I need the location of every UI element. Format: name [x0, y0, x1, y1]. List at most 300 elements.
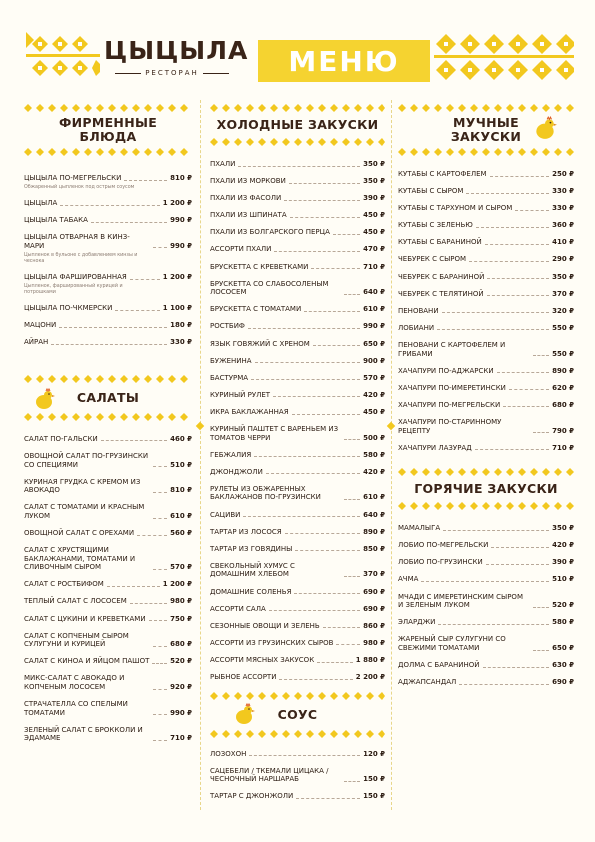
dot-leader: [137, 535, 167, 536]
menu-item: [24, 199, 192, 208]
menu-item-price: 2 200 ₽: [355, 673, 385, 681]
menu-item-price: 710 ₽: [170, 734, 192, 743]
menu-item-price: 890 ₽: [552, 366, 574, 375]
menu-item-name: ТАРТАР С ДЖОНЖОЛИ: [210, 792, 294, 801]
ornament-strip: [210, 730, 385, 738]
menu-item-price: 790 ₽: [552, 426, 574, 435]
menu-item-price: 550 ₽: [552, 349, 574, 358]
menu-item-name: МАМАЛЫГА: [398, 524, 441, 533]
divider-diamond-1: [196, 422, 204, 430]
hot-list: [398, 524, 574, 687]
menu-item: [210, 340, 385, 349]
ornament-strip: [24, 148, 192, 156]
menu-item: [210, 639, 385, 648]
menu-item-price: 420 ₽: [552, 541, 574, 550]
menu-item-name: АЙРАН: [24, 338, 49, 347]
menu-item-name: ХАЧАПУРИ ПО-АДЖАРСКИ: [398, 366, 494, 375]
dot-leader: [442, 312, 550, 313]
menu-item: [210, 545, 385, 554]
menu-item: [398, 618, 574, 627]
dot-leader: [313, 345, 360, 346]
dot-leader: [130, 603, 167, 604]
menu-item-price: 420 ₽: [363, 467, 385, 476]
menu-item-name: ДОЛМА С БАРАНИНОЙ: [398, 661, 480, 670]
menu-item-name: РУЛЕТЫ ИЗ ОБЖАРЕННЫХ БАКЛАЖАНОВ ПО-ГРУЗИНСКИ: [210, 484, 321, 502]
section-title-hot: ГОРЯЧИЕ ЗАКУСКИ: [414, 481, 558, 497]
menu-item: [210, 357, 385, 366]
menu-item: [210, 528, 385, 537]
dot-leader: [290, 217, 360, 218]
menu-item-price: 250 ₽: [552, 170, 574, 178]
dot-leader: [91, 222, 167, 223]
menu-item-price: 690 ₽: [552, 678, 574, 687]
menu-item: [398, 541, 574, 550]
menu-item-price: 330 ₽: [552, 204, 574, 213]
menu-item-name: ЧЕБУРЕК С ТЕЛЯТИНОЙ: [398, 289, 484, 298]
menu-item-price: 650 ₽: [552, 643, 574, 652]
divider-diamond-2: [387, 422, 395, 430]
menu-item-price: 690 ₽: [363, 587, 385, 596]
ornament-strip: [398, 104, 574, 112]
chicken-icon: [232, 702, 256, 726]
menu-item-name: ЗЕЛЕНЫЙ САЛАТ С БРОККОЛИ И ЭДАМАМЕ: [24, 725, 143, 743]
menu-item: [210, 245, 385, 254]
ornament-strip: [398, 148, 574, 156]
menu-item-name: ТЕПЛЫЙ САЛАТ С ЛОСОСЕМ: [24, 597, 127, 606]
menu-item: [210, 194, 385, 203]
menu-item-price: 990 ₽: [170, 241, 192, 250]
dot-leader: [485, 244, 549, 245]
menu-item-name: КУТАБЫ С ЗЕЛЕНЬЮ: [398, 221, 473, 230]
menu-item-name: ЛОЗОХОН: [210, 749, 247, 758]
section-header-sauces: [210, 692, 385, 738]
menu-item-price: 570 ₽: [363, 373, 385, 382]
menu-item-name: САЛАТ С РОСТБИФОМ: [24, 580, 104, 589]
menu-item: [210, 656, 385, 665]
dot-leader: [153, 247, 167, 248]
dot-leader: [533, 650, 549, 651]
dot-leader: [238, 166, 360, 167]
menu-item-price: 350 ₽: [363, 160, 385, 168]
section-title-signature-1: ФИРМЕННЫЕ: [58, 115, 158, 130]
menu-item: [210, 605, 385, 614]
dot-leader: [533, 432, 549, 433]
ornament-right: [434, 32, 574, 82]
dot-leader: [295, 550, 360, 551]
menu-title: МЕНЮ: [288, 44, 400, 78]
menu-item-price: 350 ₽: [552, 272, 574, 281]
dot-leader: [459, 684, 549, 685]
dot-leader: [130, 279, 160, 280]
menu-item-price: 640 ₽: [363, 510, 385, 519]
menu-item-price: 330 ₽: [170, 338, 192, 347]
dot-leader: [333, 234, 360, 235]
dot-leader: [509, 389, 549, 390]
menu-item-name: ПХАЛИ ИЗ МОРКОВИ: [210, 177, 286, 186]
menu-item-price: 630 ₽: [552, 661, 574, 670]
menu-item-name: САЛАТ С ЦУКИНИ И КРЕВЕТКАМИ: [24, 614, 146, 623]
menu-item-price: 990 ₽: [170, 708, 192, 717]
menu-item: [398, 324, 574, 333]
menu-item-price: 920 ₽: [170, 683, 192, 692]
menu-item-name: САЛАТ ПО-ГАЛЬСКИ: [24, 434, 98, 443]
dot-leader: [115, 310, 159, 311]
menu-item-name: БРУСКЕТТА СО СЛАБОСОЛЕНЫМ ЛОСОСЕМ: [210, 279, 329, 297]
menu-item-price: 610 ₽: [363, 493, 385, 502]
menu-item-price: 500 ₽: [363, 433, 385, 442]
menu-item: [210, 562, 385, 579]
menu-item: [210, 228, 385, 237]
menu-item: [24, 615, 192, 624]
menu-item: [24, 674, 192, 691]
chicken-icon: [532, 114, 558, 142]
column-divider-1: [200, 100, 201, 810]
chicken-icon: [32, 387, 56, 411]
menu-item-name: БАСТУРМА: [210, 373, 249, 382]
menu-item-name: ХАЧАПУРИ ЛАЗУРАД: [398, 443, 472, 452]
menu-item-price: 570 ₽: [170, 563, 192, 572]
menu-item-name: ОВОЩНОЙ САЛАТ С ОРЕХАМИ: [24, 529, 135, 537]
menu-item: [210, 177, 385, 186]
ornament-strip: [24, 375, 192, 383]
menu-item-name: ПХАЛИ ИЗ ФАСОЛИ: [210, 194, 282, 203]
sauces-list: [210, 750, 385, 801]
menu-item: [398, 661, 574, 670]
dot-leader: [149, 620, 167, 621]
menu-item: [24, 597, 192, 606]
menu-item: [210, 280, 385, 297]
menu-item: [398, 678, 574, 687]
menu-item-name: ЦЫЦЫЛА ТАБАКА: [24, 216, 88, 225]
dot-leader: [344, 576, 360, 577]
menu-item-name: КУРИНЫЙ ПАШТЕТ С ВАРЕНЬЕМ ИЗ ТОМАТОВ ЧЕРРИ: [210, 425, 339, 442]
menu-item-price: 460 ₽: [170, 434, 192, 443]
menu-item-price: 580 ₽: [552, 618, 574, 627]
menu-item-name: ПЕНОВАНИ: [398, 306, 439, 315]
menu-item-price: 710 ₽: [552, 443, 574, 452]
menu-item-price: 640 ₽: [363, 288, 385, 297]
menu-item-name: ХАЧАПУРИ ПО-МЕГРЕЛЬСКИ: [398, 400, 501, 409]
dot-leader: [289, 183, 360, 184]
cold-list: [210, 160, 385, 682]
column-right: [398, 100, 574, 695]
menu-item-price: 680 ₽: [552, 400, 574, 409]
dot-leader: [304, 311, 360, 312]
menu-item: [398, 524, 574, 533]
dot-leader: [503, 406, 549, 407]
dot-leader: [152, 663, 167, 664]
menu-item: [210, 425, 385, 442]
menu-item-price: 990 ₽: [170, 216, 192, 225]
dot-leader: [344, 499, 360, 500]
dot-leader: [274, 251, 360, 252]
menu-item: [24, 233, 192, 250]
menu-item-name: СТРАЧАТЕЛЛА СО СПЕЛЫМИ ТОМАТАМИ: [24, 700, 128, 717]
menu-item: [398, 418, 574, 435]
menu-item-description: Цыпленок, фаршированный курицей и потрошками: [24, 284, 123, 296]
dot-leader: [336, 644, 360, 645]
menu-item: [210, 485, 385, 502]
dot-leader: [279, 679, 352, 680]
dot-leader: [294, 593, 360, 594]
menu-item-price: 520 ₽: [170, 657, 192, 666]
menu-item: [24, 657, 192, 666]
dot-leader: [483, 667, 550, 668]
menu-item-price: 510 ₽: [552, 575, 574, 584]
menu-item-name: ЦЫЦЫЛА ПО-МЕГРЕЛЬСКИ: [24, 174, 122, 182]
menu-item: [24, 503, 192, 520]
menu-item-name: МАЦОНИ: [24, 321, 57, 330]
dot-leader: [60, 205, 159, 206]
dot-leader: [269, 610, 360, 611]
menu-item-name: САЦИВИ: [210, 510, 241, 519]
menu-item-name: БРУСКЕТТА С ТОМАТАМИ: [210, 305, 302, 314]
menu-item: [24, 338, 192, 347]
section-title-salads: САЛАТЫ: [76, 389, 140, 405]
menu-item: [24, 452, 192, 469]
menu-item-price: 370 ₽: [363, 570, 385, 579]
menu-item-price: 620 ₽: [552, 383, 574, 392]
menu-item: [24, 174, 192, 183]
section-header-hot: [398, 468, 574, 510]
menu-item: [210, 622, 385, 631]
dot-leader: [438, 624, 549, 625]
menu-item-name: СВЕКОЛЬНЫЙ ХУМУС С ДОМАШНИМ ХЛЕБОМ: [210, 561, 295, 579]
dot-leader: [437, 329, 549, 330]
section-header-signature: [24, 104, 192, 156]
menu-item-price: 560 ₽: [170, 529, 192, 537]
dot-leader: [292, 414, 361, 415]
section-title-signature-2: БЛЮДА: [79, 129, 137, 144]
menu-item: [398, 255, 574, 264]
menu-item-name: ПЕНОВАНИ С КАРТОФЕЛЕМ И ГРИБАМИ: [398, 340, 506, 358]
dot-leader: [107, 586, 160, 587]
menu-item: [210, 588, 385, 597]
menu-item: [210, 468, 385, 477]
dot-leader: [296, 798, 360, 799]
menu-item-price: 900 ₽: [363, 356, 385, 365]
menu-item: [398, 170, 574, 179]
menu-item: [210, 374, 385, 383]
menu-item: [210, 160, 385, 169]
menu-item-price: 360 ₽: [552, 221, 574, 230]
menu-item-name: ХАЧАПУРИ ПО-СТАРИННОМУ РЕЦЕПТУ: [398, 417, 502, 435]
dot-leader: [515, 210, 549, 211]
menu-item: [210, 322, 385, 331]
menu-item: [398, 187, 574, 196]
menu-item-name: ДОМАШНИЕ СОЛЕНЬЯ: [210, 587, 292, 596]
dot-leader: [487, 278, 549, 279]
menu-item: [24, 321, 192, 330]
menu-item-price: 890 ₽: [363, 527, 385, 536]
menu-item-name: КУТАБЫ С ТАРХУНОМ И СЫРОМ: [398, 204, 513, 213]
dot-leader: [153, 689, 167, 690]
menu-item-price: 650 ₽: [363, 339, 385, 348]
menu-item-price: 450 ₽: [363, 407, 385, 416]
menu-item-name: САЦЕБЕЛИ / ТКЕМАЛИ ЦИЦАКА / ЧЕСНОЧНЫЙ НАРШАРАБ: [210, 766, 329, 784]
menu-item-price: 990 ₽: [363, 322, 385, 331]
dot-leader: [153, 466, 167, 467]
dot-leader: [124, 180, 167, 181]
menu-item-price: 420 ₽: [363, 390, 385, 399]
menu-item-description: Обжаренный цыпленок под острым соусом: [24, 185, 135, 191]
menu-item-name: КУТАБЫ С КАРТОФЕЛЕМ: [398, 170, 487, 178]
menu-item-price: 1 200 ₽: [162, 199, 192, 208]
brand-name: ЦЫЦЫЛА: [104, 36, 249, 65]
menu-item: [210, 511, 385, 520]
menu-item-price: 390 ₽: [552, 558, 574, 567]
menu-item-price: 290 ₽: [552, 255, 574, 264]
menu-item: [24, 304, 192, 313]
dot-leader: [285, 533, 360, 534]
section-title-sauces: СОУС: [277, 706, 318, 722]
ornament-strip: [24, 104, 192, 112]
section-header-cold: [210, 104, 385, 146]
dot-leader: [255, 362, 360, 363]
menu-item: [398, 558, 574, 567]
menu-item: [210, 792, 385, 801]
menu-item: [398, 575, 574, 584]
menu-item: [210, 263, 385, 272]
dot-leader: [254, 456, 360, 457]
menu-item: [24, 273, 192, 282]
menu-item-price: 450 ₽: [363, 228, 385, 237]
menu-item-price: 680 ₽: [170, 640, 192, 649]
dot-leader: [251, 379, 360, 380]
menu-item-price: 810 ₽: [170, 486, 192, 495]
menu-item: [398, 593, 574, 610]
dot-leader: [421, 581, 549, 582]
menu-item-name: ТАРТАР ИЗ ГОВЯДИНЫ: [210, 544, 293, 553]
menu-item: [398, 221, 574, 230]
menu-item-name: ПХАЛИ ИЗ ШПИНАТА: [210, 211, 287, 220]
menu-item: [398, 273, 574, 282]
dot-leader: [323, 627, 360, 628]
menu-item-name: САЛАТ С ТОМАТАМИ И КРАСНЫМ ЛУКОМ: [24, 503, 145, 520]
menu-item: [398, 401, 574, 410]
menu-item-name: КУТАБЫ С БАРАНИНОЙ: [398, 238, 482, 247]
menu-item-name: АЧМА: [398, 575, 419, 584]
menu-item-price: 980 ₽: [170, 597, 192, 606]
menu-item-name: ЛОБИО ПО-ГРУЗИНСКИ: [398, 558, 483, 567]
menu-item: [24, 529, 192, 538]
column-divider-2: [391, 100, 392, 810]
menu-item-price: 1 100 ₽: [162, 304, 192, 313]
menu-item: [24, 726, 192, 743]
menu-item-price: 1 200 ₽: [162, 272, 192, 281]
menu-item-name: ЭЛАРДЖИ: [398, 618, 436, 627]
menu-item-price: 1 880 ₽: [355, 655, 385, 664]
menu-item-price: 450 ₽: [363, 211, 385, 220]
ornament-strip: [398, 502, 574, 510]
menu-item-price: 510 ₽: [170, 460, 192, 469]
salads-list: [24, 435, 192, 743]
menu-item-price: 980 ₽: [363, 638, 385, 647]
menu-item-name: АССОРТИ САЛА: [210, 604, 266, 613]
dot-leader: [344, 781, 360, 782]
menu-item-name: БУЖЕНИНА: [210, 356, 252, 365]
menu-item-price: 610 ₽: [363, 305, 385, 314]
brand-subtitle: РЕСТОРАН: [145, 69, 199, 77]
menu-item-price: 350 ₽: [552, 524, 574, 533]
menu-item-name: ТАРТАР ИЗ ЛОСОСЯ: [210, 527, 282, 536]
menu-item-price: 810 ₽: [170, 174, 192, 182]
menu-item-price: 690 ₽: [363, 604, 385, 613]
menu-item-price: 370 ₽: [552, 289, 574, 298]
dot-leader: [317, 662, 353, 663]
menu-item-name: МИКС-САЛАТ С АВОКАДО И КОПЧЕНЫМ ЛОСОСЕМ: [24, 674, 125, 692]
dot-leader: [486, 564, 549, 565]
signature-list: [24, 174, 192, 347]
dot-leader: [249, 755, 360, 756]
menu-item-name: ОВОЩНОЙ САЛАТ ПО-ГРУЗИНСКИ СО СПЕЦИЯМИ: [24, 451, 149, 469]
menu-item-price: 350 ₽: [363, 177, 385, 186]
menu-item-price: 410 ₽: [552, 238, 574, 247]
dot-leader: [51, 344, 167, 345]
menu-item-name: АССОРТИ МЯСНЫХ ЗАКУСОК: [210, 655, 315, 664]
menu-item-name: ЧЕБУРЕК С БАРАНИНОЙ: [398, 272, 485, 281]
ornament-strip: [398, 468, 574, 476]
menu-item-price: 580 ₽: [363, 450, 385, 459]
menu-item: [210, 391, 385, 400]
menu-item-name: ЛОБИО ПО-МЕГРЕЛЬСКИ: [398, 541, 489, 550]
dot-leader: [311, 268, 360, 269]
menu-item: [24, 435, 192, 444]
dot-leader: [284, 200, 360, 201]
column-left: [24, 100, 192, 752]
menu-item: [24, 478, 192, 495]
dot-leader: [266, 473, 360, 474]
menu-item: [398, 204, 574, 213]
dot-leader: [443, 530, 549, 531]
flour-list: [398, 170, 574, 452]
menu-item: [210, 451, 385, 460]
dot-leader: [344, 294, 360, 295]
dot-leader: [153, 646, 167, 647]
menu-item-name: ЯЗЫК ГОВЯЖИЙ С ХРЕНОМ: [210, 339, 310, 348]
menu-item-name: ЦЫЦЫЛА ПО-ЧКМЕРСКИ: [24, 304, 113, 313]
menu-item: [210, 750, 385, 759]
dot-leader: [469, 261, 549, 262]
ornament-strip: [24, 413, 192, 421]
menu-item: [398, 341, 574, 358]
dot-leader: [344, 439, 360, 440]
menu-item-name: САЛАТ С КОПЧЕНЫМ СЫРОМ СУЛУГУНИ И КУРИЦЕЙ: [24, 631, 129, 649]
menu-item: [24, 546, 192, 572]
menu-item: [210, 305, 385, 314]
menu-item: [24, 216, 192, 225]
dot-leader: [475, 449, 549, 450]
menu-banner: [258, 40, 430, 82]
menu-item-name: РОСТБИФ: [210, 322, 245, 331]
ornament-strip: [210, 104, 385, 112]
section-title-flour-2: ЗАКУСКИ: [450, 129, 522, 144]
menu-item-price: 120 ₽: [363, 749, 385, 758]
section-header-salads: [24, 375, 192, 421]
dot-leader: [248, 328, 360, 329]
dot-leader: [101, 440, 167, 441]
menu-item-price: 150 ₽: [363, 775, 385, 784]
menu-item: [210, 767, 385, 784]
menu-item-name: ХАЧАПУРИ ПО-ИМЕРЕТИНСКИ: [398, 383, 506, 392]
dot-leader: [153, 569, 167, 570]
menu-item-name: ЛОБИАНИ: [398, 323, 435, 332]
dot-leader: [273, 396, 360, 397]
dot-leader: [497, 372, 549, 373]
menu-item-name: АССОРТИ ПХАЛИ: [210, 245, 272, 254]
menu-item-price: 470 ₽: [363, 245, 385, 254]
menu-item-name: КУТАБЫ С СЫРОМ: [398, 187, 464, 196]
